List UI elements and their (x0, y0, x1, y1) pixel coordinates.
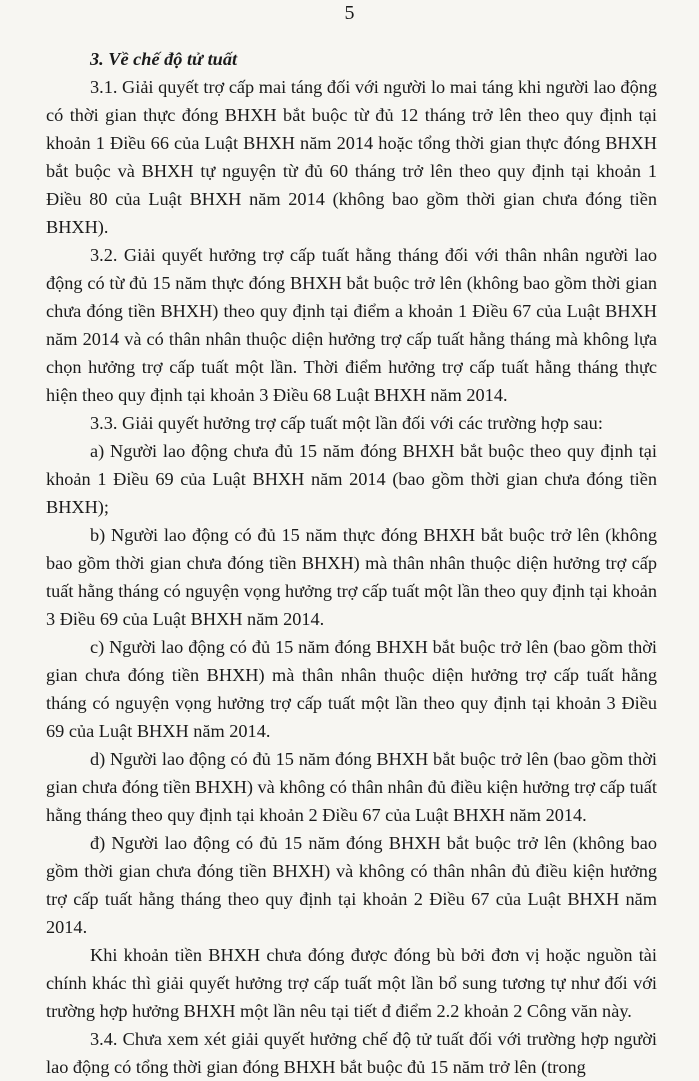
paragraph-3-3-c: c) Người lao động có đủ 15 năm đóng BHXH bắt buộc trở lên (bao gồm thời gian chưa đóng tiền BHXH) mà thân nhân thuộc diện hưởng trợ cấp tuất hằng tháng có nguyện vọng hưởng trợ cấp tuất một lần theo quy định tại khoản 3 Điều 69 của Luật BHXH năm 2014. (46, 637, 657, 741)
paragraph-supplement: Khi khoản tiền BHXH chưa đóng được đóng bù bởi đơn vị hoặc nguồn tài chính khác thì giải quyết hưởng trợ cấp tuất một lần bổ sung tương tự như đối với trường hợp hưởng BHXH một lần nêu tại tiết đ điểm 2.2 khoản 2 Công văn này. (46, 945, 657, 1021)
document-body (46, 45, 657, 1081)
paragraph-3-3-a: a) Người lao động chưa đủ 15 năm đóng BHXH bắt buộc theo quy định tại khoản 1 Điều 69 của Luật BHXH năm 2014 (bao gồm thời gian chưa đóng tiền BHXH); (46, 441, 657, 517)
paragraph-3-3: 3.3. Giải quyết hưởng trợ cấp tuất một lần đối với các trường hợp sau: (90, 413, 603, 433)
page-number: 5 (344, 2, 355, 24)
paragraph-3-3-dd: đ) Người lao động có đủ 15 năm đóng BHXH bắt buộc trở lên (không bao gồm thời gian chưa đóng tiền BHXH) và không có thân nhân đủ điều kiện hưởng trợ cấp tuất hằng tháng theo quy định tại khoản 2 Điều 67 của Luật BHXH năm 2014. (46, 833, 657, 937)
paragraph-3-1: 3.1. Giải quyết trợ cấp mai táng đối với người lo mai táng khi người lao động có thời gian thực đóng BHXH bắt buộc từ đủ 12 tháng trở lên theo quy định tại khoản 1 Điều 66 của Luật BHXH năm 2014 hoặc tổng thời gian thực đóng BHXH bắt buộc và BHXH tự nguyện từ đủ 60 tháng trở lên theo quy định tại khoản 1 Điều 80 của Luật BHXH năm 2014 (không bao gồm thời gian chưa đóng tiền BHXH). (46, 77, 657, 237)
paragraph-3-2: 3.2. Giải quyết hưởng trợ cấp tuất hằng tháng đối với thân nhân người lao động có từ đủ 15 năm thực đóng BHXH bắt buộc trở lên (không bao gồm thời gian chưa đóng tiền BHXH) theo quy định tại điểm a khoản 1 Điều 67 của Luật BHXH năm 2014 và có thân nhân thuộc diện hưởng trợ cấp tuất hằng tháng mà không lựa chọn hưởng trợ cấp tuất một lần. Thời điểm hưởng trợ cấp tuất hằng tháng thực hiện theo quy định tại khoản 3 Điều 68 Luật BHXH năm 2014. (46, 245, 657, 405)
paragraph-3-4: 3.4. Chưa xem xét giải quyết hưởng chế độ tử tuất đối với trường hợp người lao động có tổng thời gian đóng BHXH bắt buộc đủ 15 năm trở lên (trong (46, 1029, 657, 1077)
paragraph-3-3-b: b) Người lao động có đủ 15 năm thực đóng BHXH bắt buộc trở lên (không bao gồm thời gian chưa đóng tiền BHXH) mà thân nhân thuộc diện hưởng trợ cấp tuất hằng tháng có nguyện vọng hưởng trợ cấp tuất một lần theo quy định tại khoản 3 Điều 69 của Luật BHXH năm 2014. (46, 525, 657, 629)
paragraph-3-3-d: d) Người lao động có đủ 15 năm đóng BHXH bắt buộc trở lên (bao gồm thời gian chưa đóng tiền BHXH) và không có thân nhân đủ điều kiện hưởng trợ cấp tuất hằng tháng theo quy định tại khoản 2 Điều 67 của Luật BHXH năm 2014. (46, 749, 657, 825)
section-heading: 3. Về chế độ tử tuất (90, 49, 238, 69)
